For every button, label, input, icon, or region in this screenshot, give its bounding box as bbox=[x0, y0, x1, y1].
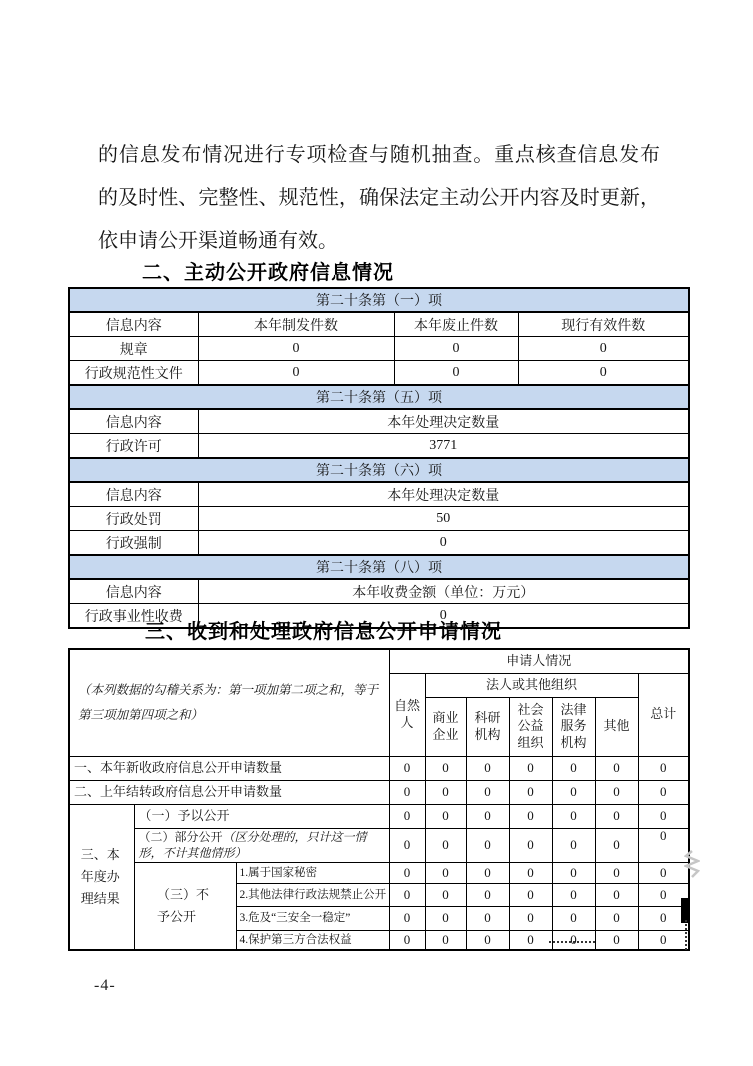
cell-value: 0 bbox=[198, 531, 689, 556]
cell-value: 0 bbox=[509, 931, 552, 950]
reconciliation-note: （本列数据的勾稽关系为：第一项加第二项之和，等于第三项加第四项之和） bbox=[69, 649, 389, 756]
row-label: （一）予以公开 bbox=[134, 804, 389, 828]
cell-value: 0 bbox=[638, 931, 689, 950]
cell-value: 0 bbox=[509, 828, 552, 863]
row-label: 行政规范性文件 bbox=[69, 361, 198, 386]
col-header: 本年处理决定数量 bbox=[198, 482, 689, 507]
cell-value: 0 bbox=[595, 828, 638, 863]
cell-value: 0 bbox=[552, 884, 595, 907]
header-natural-person: 自然人 bbox=[389, 673, 425, 756]
row-label: 行政处罚 bbox=[69, 507, 198, 531]
col-header: 本年废止件数 bbox=[394, 312, 518, 337]
cell-value: 0 bbox=[509, 780, 552, 804]
header-total: 总计 bbox=[638, 673, 689, 756]
cell-value: 0 bbox=[466, 863, 509, 884]
cell-value: 0 bbox=[595, 907, 638, 931]
table-row bbox=[69, 863, 689, 884]
dotted-border-artifact-vertical bbox=[685, 920, 687, 950]
band-title: 第二十条第（五）项 bbox=[69, 385, 689, 409]
col-header: 信息内容 bbox=[69, 579, 198, 604]
col-header: 本年制发件数 bbox=[198, 312, 394, 337]
cell-value: 0 bbox=[389, 884, 425, 907]
cell-value: 50 bbox=[198, 507, 689, 531]
header-org-col: 商业企业 bbox=[425, 697, 466, 756]
cell-value: 0 bbox=[198, 337, 394, 361]
cell-value: 0 bbox=[425, 756, 466, 780]
cell-value: 0 bbox=[638, 884, 689, 907]
intro-line: 依申请公开渠道畅通有效。 bbox=[98, 230, 338, 252]
cell-value: 0 bbox=[638, 804, 689, 828]
row-group-label-denied: （三）不予公开 bbox=[134, 863, 236, 950]
intro-line: 的及时性、完整性、规范性，确保法定主动公开内容及时更新， bbox=[98, 187, 660, 209]
cell-value: 0 bbox=[389, 756, 425, 780]
cell-value: 0 bbox=[509, 756, 552, 780]
cell-value: 0 bbox=[552, 756, 595, 780]
header-org-col: 其他 bbox=[595, 697, 638, 756]
cell-value: 0 bbox=[466, 804, 509, 828]
cell-value: 0 bbox=[595, 884, 638, 907]
header-org-col: 科研机构 bbox=[466, 697, 509, 756]
cell-value: 0 bbox=[509, 884, 552, 907]
row-label: 1.属于国家秘密 bbox=[236, 863, 389, 884]
row-label-note: （区分处理的，只计这一情形，不计其他情形） bbox=[138, 829, 367, 861]
scan-squiggle-artifact bbox=[684, 850, 700, 885]
cell-value: 0 bbox=[552, 780, 595, 804]
cell-value: 0 bbox=[425, 884, 466, 907]
table-row bbox=[69, 361, 689, 386]
col-header: 信息内容 bbox=[69, 312, 198, 337]
row-label: 二、上年结转政府信息公开申请数量 bbox=[69, 780, 389, 804]
cell-value: 0 bbox=[198, 361, 394, 386]
table-row bbox=[69, 434, 689, 459]
col-header: 本年处理决定数量 bbox=[198, 409, 689, 434]
section3-heading: 三、收到和处理政府信息公开申请情况 bbox=[145, 621, 502, 643]
cell-value: 0 bbox=[466, 828, 509, 863]
cell-value: 0 bbox=[638, 907, 689, 931]
cell-value: 0 bbox=[552, 907, 595, 931]
cell-value: 0 bbox=[552, 828, 595, 863]
cell-value: 0 bbox=[595, 756, 638, 780]
cell-value: 0 bbox=[466, 884, 509, 907]
band-title: 第二十条第（一）项 bbox=[69, 288, 689, 312]
table-row bbox=[69, 756, 689, 780]
row-label: 行政事业性收费 bbox=[69, 604, 198, 629]
table-row bbox=[69, 507, 689, 531]
cell-value: 0 bbox=[638, 756, 689, 780]
section2-heading: 二、主动公开政府信息情况 bbox=[142, 262, 394, 284]
cell-value: 0 bbox=[466, 907, 509, 931]
intro-paragraph bbox=[98, 134, 660, 263]
cell-value: 0 bbox=[466, 780, 509, 804]
cell-value: 0 bbox=[518, 337, 689, 361]
cell-value: 0 bbox=[638, 828, 689, 863]
cell-value: 0 bbox=[389, 780, 425, 804]
cell-value: 3771 bbox=[198, 434, 689, 459]
cell-value: 0 bbox=[509, 863, 552, 884]
table-proactive-disclosure bbox=[68, 287, 690, 629]
cell-value: 0 bbox=[466, 756, 509, 780]
cell-value: 0 bbox=[389, 828, 425, 863]
cell-value: 0 bbox=[425, 863, 466, 884]
table-row bbox=[69, 531, 689, 556]
row-group-label-results: 三、本年度办理结果 bbox=[69, 804, 134, 950]
cell-value: 0 bbox=[518, 361, 689, 386]
cell-value: 0 bbox=[595, 931, 638, 950]
header-legal-orgs-group: 法人或其他组织 bbox=[425, 673, 638, 697]
col-header: 信息内容 bbox=[69, 482, 198, 507]
row-label: 规章 bbox=[69, 337, 198, 361]
cell-value: 0 bbox=[394, 337, 518, 361]
cell-value: 0 bbox=[425, 804, 466, 828]
band-title: 第二十条第（八）项 bbox=[69, 555, 689, 579]
row-label: 3.危及“三安全一稳定” bbox=[236, 907, 389, 931]
cell-value: 0 bbox=[595, 804, 638, 828]
cell-value: 0 bbox=[198, 604, 689, 629]
cell-value: 0 bbox=[389, 931, 425, 950]
cell-value: 0 bbox=[389, 863, 425, 884]
header-org-col: 法律服务机构 bbox=[552, 697, 595, 756]
cell-value: 0 bbox=[552, 863, 595, 884]
cell-value: 0 bbox=[595, 863, 638, 884]
cell-value: 0 bbox=[389, 907, 425, 931]
header-org-col: 社会公益组织 bbox=[509, 697, 552, 756]
cell-value: 0 bbox=[638, 863, 689, 884]
cell-value: 0 bbox=[552, 804, 595, 828]
cell-value: 0 bbox=[425, 780, 466, 804]
col-header: 现行有效件数 bbox=[518, 312, 689, 337]
cell-value: 0 bbox=[425, 931, 466, 950]
cell-value: 0 bbox=[389, 804, 425, 828]
cell-value: 0 bbox=[552, 931, 595, 950]
table-row bbox=[69, 780, 689, 804]
cell-value: 0 bbox=[425, 828, 466, 863]
col-header: 信息内容 bbox=[69, 409, 198, 434]
table-row bbox=[69, 804, 689, 828]
table-row bbox=[69, 337, 689, 361]
table-row bbox=[69, 828, 689, 863]
col-header: 本年收费金额（单位：万元） bbox=[198, 579, 689, 604]
row-label: 一、本年新收政府信息公开申请数量 bbox=[69, 756, 389, 780]
band-title: 第二十条第（六）项 bbox=[69, 458, 689, 482]
dotted-border-artifact-horizontal bbox=[549, 941, 595, 943]
intro-line: 的信息发布情况进行专项检查与随机抽查。重点核查信息发布 bbox=[98, 144, 660, 166]
row-label: （二）部分公开（区分处理的，只计这一情形，不计其他情形） bbox=[134, 828, 389, 863]
cell-value: 0 bbox=[466, 931, 509, 950]
cell-value: 0 bbox=[509, 804, 552, 828]
header-applicant-group: 申请人情况 bbox=[389, 649, 689, 673]
row-label: 行政强制 bbox=[69, 531, 198, 556]
cell-value: 0 bbox=[638, 780, 689, 804]
row-label: 2.其他法律行政法规禁止公开 bbox=[236, 884, 389, 907]
row-label: 行政许可 bbox=[69, 434, 198, 459]
table-disclosure-requests bbox=[68, 648, 690, 951]
page-number: -4- bbox=[94, 977, 116, 994]
cell-value: 0 bbox=[595, 780, 638, 804]
cell-value: 0 bbox=[509, 907, 552, 931]
cell-value: 0 bbox=[425, 907, 466, 931]
row-label: 4.保护第三方合法权益 bbox=[236, 931, 389, 950]
cell-value: 0 bbox=[394, 361, 518, 386]
